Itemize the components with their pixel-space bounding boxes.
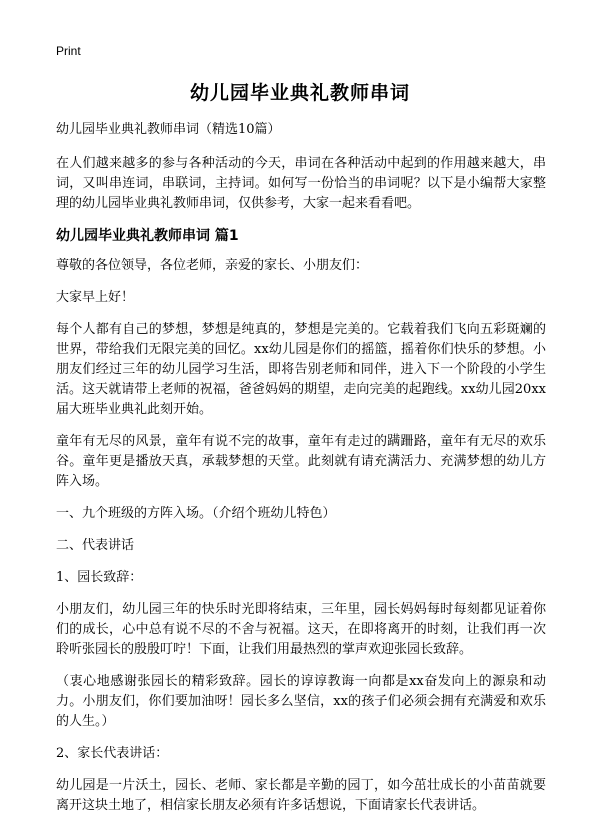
page-title: 幼儿园毕业典礼教师串词 [189, 82, 410, 104]
program-item-2: 二、代表讲话 [56, 538, 135, 553]
program-item-2-2: 2、家长代表讲话： [56, 746, 169, 761]
article-subtitle: 幼儿园毕业典礼教师串词（精选10篇） [56, 122, 281, 137]
article-body [56, 120, 546, 828]
program-item-1: 一、九个班级的方阵入场。（介绍个班幼儿特色） [56, 506, 336, 521]
parents-paragraph: 幼儿园是一片沃土，园长、老师、家长都是辛勤的园丁，如今茁壮成长的小苗苗就要离开这块土地了，相信家长朋友必须有许多话想说，下面请家长代表讲话。 [56, 778, 546, 813]
principal-paragraph: 小朋友们，幼儿园三年的快乐时光即将结束，三年里，园长妈妈每时每刻都见证着你们的成长，心中总有说不尽的不舍与祝福。这天，在即将离开的时刻，让我们再一次聆听张园长的殷殷叮咛！下面，让我们用最热烈的掌声欢迎张园长致辞。 [56, 602, 546, 657]
dream-paragraph: 每个人都有自己的梦想，梦想是纯真的，梦想是完美的。它载着我们飞向五彩斑斓的世界，带给我们无限完美的回忆。xx幼儿园是你们的摇篮，摇着你们快乐的梦想。小朋友们经过三年的幼儿园学习生活，即将告别老师和同伴，进入下一个阶段的小学生活。这天就请带上老师的祝福，爸爸妈妈的期望，走向完美的起跑线。xx幼儿园20xx届大班毕业典礼此刻开始。 [56, 322, 546, 417]
greeting-paragraph: 尊敬的各位领导，各位老师，亲爱的家长、小朋友们： [56, 258, 369, 273]
morning-paragraph: 大家早上好！ [56, 290, 135, 305]
program-item-2-1: 1、园长致辞： [56, 570, 143, 585]
intro-paragraph: 在人们越来越多的参与各种活动的今天，串词在各种活动中起到的作用越来越大，串词，又叫串连词，串联词，主持词。如何写一份恰当的串词呢？以下是小编帮大家整理的幼儿园毕业典礼教师串词，仅供参考，大家一起来看看吧。 [56, 156, 546, 211]
childhood-paragraph: 童年有无尽的风景，童年有说不完的故事，童年有走过的蹒跚路，童年有无尽的欢乐谷。童年更是播放天真，承载梦想的天堂。此刻就有请充满活力、充满梦想的幼儿方阵入场。 [56, 434, 546, 489]
thanks-paragraph: （衷心地感谢张园长的精彩致辞。园长的谆谆教诲一向都是xx奋发向上的源泉和动力。小朋友们，你们要加油呀！园长多么坚信，xx的孩子们必须会拥有充满爱和欢乐的人生。） [56, 674, 546, 729]
section-heading: 幼儿园毕业典礼教师串词 篇1 [56, 228, 239, 244]
print-link[interactable]: Print [56, 44, 81, 58]
